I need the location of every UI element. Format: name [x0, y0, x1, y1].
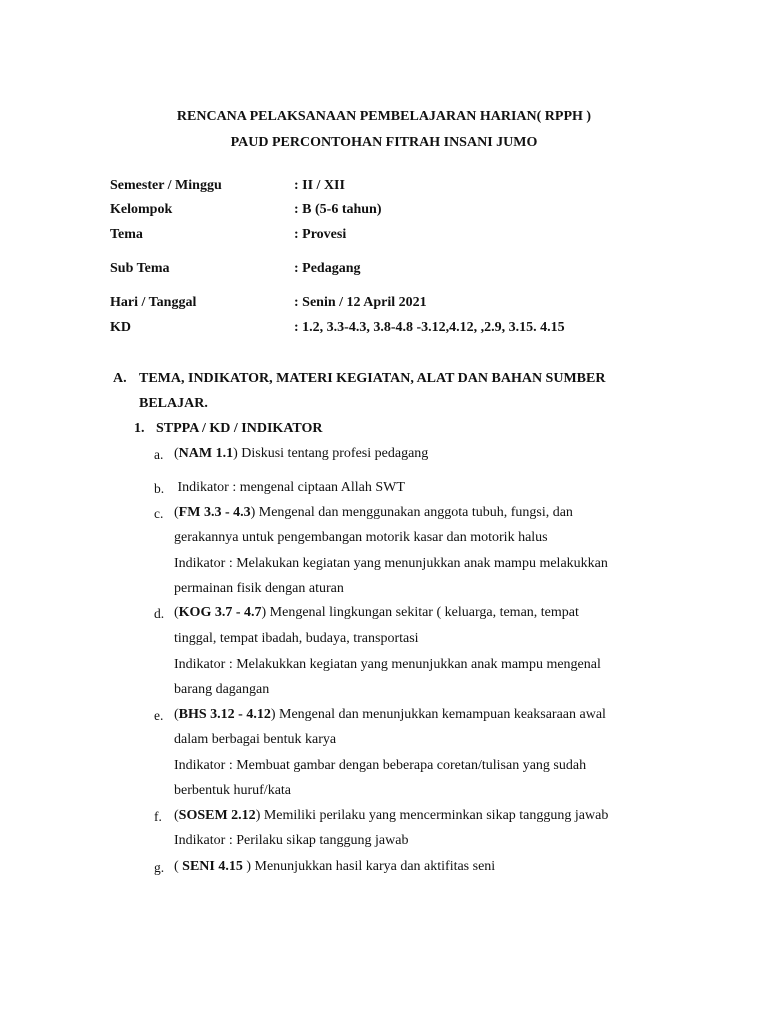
kelompok-label: Kelompok — [110, 202, 173, 217]
indikator-line: Indikator : Membuat gambar dengan beberapa coretan/tulisan yang sudah — [174, 758, 587, 773]
semester-label: Semester / Minggu — [110, 178, 222, 193]
item-letter: b. — [154, 481, 165, 496]
list-item: ( SENI 4.15 ) Menunjukkan hasil karya dan aktifitas seni — [174, 859, 496, 874]
section-1-marker: 1. — [134, 421, 145, 436]
list-item: Indikator : mengenal ciptaan Allah SWT — [174, 480, 405, 495]
section-a-marker: A. — [113, 371, 127, 386]
subtema-label: Sub Tema — [110, 261, 170, 276]
item-letter: e. — [154, 708, 164, 723]
kd-label: KD — [110, 320, 131, 335]
section-a-heading-cont: BELAJAR. — [139, 396, 208, 411]
kd-code: SENI 4.15 — [182, 859, 243, 874]
list-item-line: berbentuk huruf/kata — [174, 783, 292, 798]
list-item: (KOG 3.7 - 4.7) Mengenal lingkungan sekitar ( keluarga, teman, tempat — [174, 605, 579, 620]
item-letter: c. — [154, 506, 164, 521]
kd-value: : 1.2, 3.3-4.3, 3.8-4.8 -3.12,4.12, ,2.9, 3.15. 4.15 — [294, 320, 565, 335]
list-item: (BHS 3.12 - 4.12) Mengenal dan menunjukkan kemampuan keaksaraan awal — [174, 707, 606, 722]
kd-code: BHS 3.12 - 4.12 — [178, 707, 271, 722]
item-letter: a. — [154, 447, 164, 462]
list-item-line: gerakannya untuk pengembangan motorik kasar dan motorik halus — [174, 530, 548, 545]
list-item-line: permainan fisik dengan aturan — [174, 581, 344, 596]
indikator-line: Indikator : Melakukkan kegiatan yang menunjukkan anak mampu mengenal — [174, 657, 601, 672]
indikator-line: Indikator : Melakukan kegiatan yang menunjukkan anak mampu melakukkan — [174, 556, 608, 571]
section-1-heading: STPPA / KD / INDIKATOR — [156, 421, 323, 436]
hari-tanggal-label: Hari / Tanggal — [110, 295, 197, 310]
list-item-line: dalam berbagai bentuk karya — [174, 732, 337, 747]
kd-code: SOSEM 2.12 — [178, 808, 256, 823]
list-item: (FM 3.3 - 4.3) Mengenal dan menggunakan anggota tubuh, fungsi, dan — [174, 505, 573, 520]
kelompok-value: : B (5-6 tahun) — [294, 202, 382, 217]
kd-code: FM 3.3 - 4.3 — [178, 505, 251, 520]
kd-code: NAM 1.1 — [178, 446, 234, 461]
list-item: (SOSEM 2.12) Memiliki perilaku yang mencerminkan sikap tanggung jawab — [174, 808, 609, 823]
list-item: (NAM 1.1) Diskusi tentang profesi pedagang — [174, 446, 429, 461]
semester-value: : II / XII — [294, 178, 345, 193]
kd-code: KOG 3.7 - 4.7 — [178, 605, 262, 620]
tema-value: : Provesi — [294, 227, 347, 242]
item-letter: f. — [154, 809, 162, 824]
tema-label: Tema — [110, 227, 143, 242]
subtema-value: : Pedagang — [294, 261, 361, 276]
document-title: RENCANA PELAKSANAAN PEMBELAJARAN HARIAN( RPPH ) — [176, 109, 592, 124]
list-item-line: tinggal, tempat ibadah, budaya, transportasi — [174, 631, 419, 646]
item-letter: g. — [154, 860, 165, 875]
hari-tanggal-value: : Senin / 12 April 2021 — [294, 295, 427, 310]
list-item-line: barang dagangan — [174, 682, 270, 697]
school-name: PAUD PERCONTOHAN FITRAH INSANI JUMO — [230, 135, 538, 150]
indikator-line: Indikator : Perilaku sikap tanggung jawab — [174, 833, 409, 848]
section-a-heading: TEMA, INDIKATOR, MATERI KEGIATAN, ALAT DAN BAHAN SUMBER — [139, 371, 606, 386]
item-letter: d. — [154, 606, 165, 621]
